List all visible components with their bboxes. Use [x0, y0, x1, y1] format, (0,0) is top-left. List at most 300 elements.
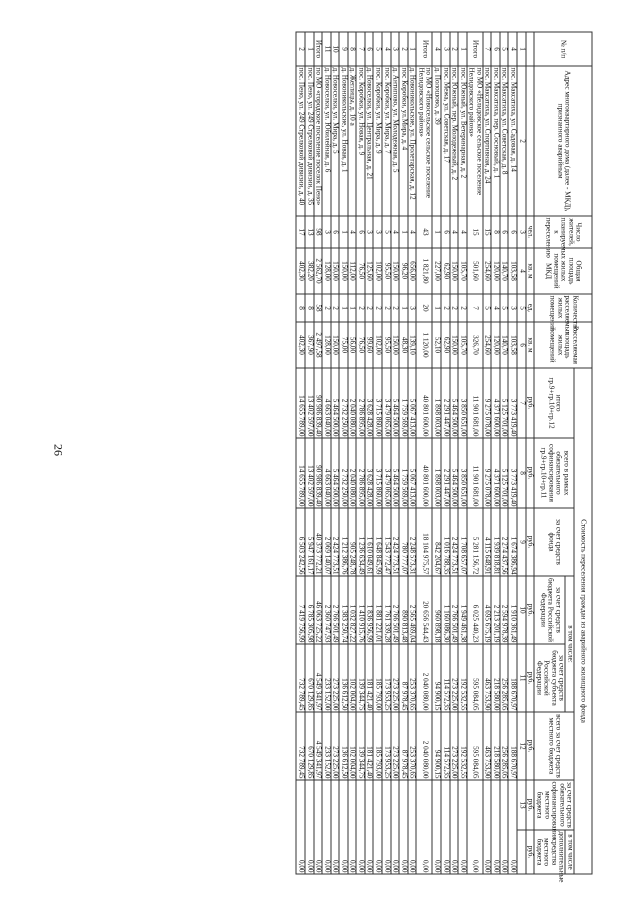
table-cell: 2 [450, 32, 459, 66]
table-cell: 188 670,97 [509, 712, 518, 780]
table-cell: 1 [348, 294, 357, 322]
table-cell: 0,00 [305, 780, 314, 874]
address-cell: по МО «Нелидовское сельское поселение Нелидовского района» [467, 66, 483, 216]
table-row [458, 32, 467, 874]
table-cell: 136 612,50 [339, 644, 348, 712]
table-cell: 15 [483, 216, 492, 248]
table-cell: 5 464 500,00 [391, 438, 400, 508]
table-cell: 4 549 341,97 [314, 644, 323, 712]
table-cell: 2 786 895,00 [356, 438, 365, 508]
address-cell: пос. Пено, ул. 249 Стрелковой дивизии, д. 40 [296, 66, 305, 216]
table-cell: 173 953,25 [382, 644, 391, 712]
table-cell: 273 225,00 [331, 712, 340, 780]
header-regional: за счет средств бюджета субъекта Российской Федерации [534, 644, 565, 712]
address-cell: д. Новоникольские, ул. Пролетарская, д. 12 [408, 66, 417, 216]
address-cell: пос. Южный, ул. Ветеринарная, д. 2 [458, 66, 467, 216]
table-cell: 1 [458, 32, 467, 66]
table-cell: 5 464 500,00 [450, 368, 459, 438]
table-cell: 3 479 065,00 [382, 438, 391, 508]
address-cell: пос Коробки, ул.Мира, д. 4 [399, 66, 408, 216]
table-cell: 4 663 040,00 [322, 438, 331, 508]
table-cell: 96,20 [399, 248, 408, 294]
table-cell: 402,30 [296, 322, 305, 368]
table-cell: 233 152,00 [322, 712, 331, 780]
table-cell: 0,00 [467, 780, 483, 874]
table-cell: 1 761 339,28 [382, 576, 391, 644]
table-row [391, 32, 400, 874]
table-cell: 4 663 040,00 [322, 368, 331, 438]
table-cell: 4 [458, 216, 467, 248]
table-cell: 6 [500, 216, 509, 248]
table-cell: 5 [382, 216, 391, 248]
table-cell: 8 [491, 216, 500, 248]
table-cell: 102 004,00 [348, 644, 357, 712]
table-cell: 114 572,35 [441, 712, 450, 780]
table-cell: 181 421,40 [365, 644, 374, 712]
table-cell: 3 628 428,00 [365, 438, 374, 508]
unit-cell: руб. [526, 830, 535, 874]
table-cell: 103,58 [509, 248, 518, 294]
address-cell: пос. Максатиха, ул. Спортивная, д. 24 [483, 66, 492, 216]
table-cell: 76,50 [356, 322, 365, 368]
table-cell: 0,00 [322, 780, 331, 874]
header-fund: за счет средств фонда [534, 508, 574, 576]
table-cell: 732 789,45 [296, 644, 305, 712]
table-row [331, 32, 340, 874]
table-cell: 2 040 080,00 [348, 368, 357, 438]
table-row [432, 32, 441, 874]
total-row [416, 32, 432, 874]
table-cell: 253 370,65 [408, 712, 417, 780]
column-number-cell: 6 [517, 322, 526, 368]
table-cell: 5 281 156,72 [467, 508, 483, 576]
table-cell: 253 370,65 [408, 644, 417, 712]
unit-cell: руб. [526, 576, 535, 644]
header-local-mandatory: за счет средств обязательного софинансирования местного бюджета [535, 781, 574, 840]
table-cell: 90 986 839,40 [314, 438, 323, 508]
unit-cell: кв. м [526, 322, 535, 368]
table-cell: 181 421,40 [365, 712, 374, 780]
table-cell: 46 063 725,22 [314, 576, 323, 644]
address-cell: д. Антипово, ул. Молодежная, д. 5 [391, 66, 400, 216]
table-cell: 2 069 140,07 [322, 508, 331, 576]
header-federal: за счет средств бюджета Российской Федерации [534, 576, 565, 644]
table-cell: 1 910 361,49 [509, 576, 518, 644]
table-cell: 62,90 [441, 322, 450, 368]
table-cell: 58 [314, 294, 323, 322]
column-number-cell: 9 [517, 508, 526, 576]
table-body [296, 32, 517, 874]
table-row [382, 32, 391, 874]
address-cell: пос. Максатиха, ул. Советская, д. 8 [500, 66, 509, 216]
table-cell: 273 225,00 [391, 644, 400, 712]
table-cell: 40 373 772,21 [314, 508, 323, 576]
unit-cell: руб. [526, 644, 535, 712]
table-cell: 18 104 975,57 [416, 508, 432, 576]
table-cell: 3 [365, 216, 374, 248]
table-row [322, 32, 331, 874]
table-cell: 114 572,35 [441, 644, 450, 712]
table-cell: 842 204,67 [432, 508, 441, 576]
table-cell: 273 225,00 [450, 644, 459, 712]
table-cell: 4 [391, 216, 400, 248]
table-cell: 2 424 773,51 [391, 508, 400, 576]
table-cell: 150,00 [339, 248, 348, 294]
table-cell: 218 580,00 [491, 644, 500, 712]
table-cell: 94 900,15 [432, 644, 441, 712]
table-cell: 1 160 086,30 [441, 576, 450, 644]
table-cell: 2 360 747,93 [322, 576, 331, 644]
column-number-cell: 1 [517, 32, 526, 66]
total-row [314, 32, 323, 874]
table-row [348, 32, 357, 874]
table-cell: 2 [365, 294, 374, 322]
table-cell: 2 497,58 [314, 322, 323, 368]
table-cell: 0,00 [296, 780, 305, 874]
header-units-count: Количество расселяемых жилых помещений [534, 294, 592, 322]
table-cell: 5 464 500,00 [331, 438, 340, 508]
table-cell: 14 655 789,00 [296, 438, 305, 508]
resettlement-table [296, 32, 593, 883]
header-mandatory-total: всего в рамках обязательного софинансирования гр.9+гр.10+гр.11 [534, 438, 574, 508]
table-cell: 382,20 [305, 248, 314, 294]
table-cell: 6 [509, 216, 518, 248]
table-cell: 4 [348, 216, 357, 248]
table-cell: 227,00 [432, 248, 441, 294]
table-cell: 5 464 500,00 [450, 438, 459, 508]
table-cell: 14 655 789,00 [296, 368, 305, 438]
table-cell: 1 610 049,61 [365, 508, 374, 576]
table-cell: 4 [382, 32, 391, 66]
unit-cell: руб. [526, 368, 535, 438]
table-cell: 20 656 544,43 [416, 576, 432, 644]
table-cell: 1 949 461,38 [458, 576, 467, 644]
table-cell: 0,00 [314, 780, 323, 874]
table-cell: 103,58 [509, 322, 518, 368]
table-cell: 256 285,05 [500, 712, 509, 780]
header-address: Адрес многоквартирного дома (далее - МКД), признанного аварийным [534, 66, 592, 216]
table-cell: 0,00 [458, 780, 467, 874]
table-cell: 2 766 501,49 [331, 576, 340, 644]
table-cell: 9 275 078,00 [483, 368, 492, 438]
table-cell: 2 291 447,00 [441, 368, 450, 438]
table-cell: 1 [339, 294, 348, 322]
table-row [365, 32, 374, 874]
table-row [450, 32, 459, 874]
unit-cell: руб. [526, 780, 535, 830]
table-cell: 1 212 386,76 [339, 508, 348, 576]
document-sheet [48, 32, 593, 883]
table-cell: 0,00 [339, 780, 348, 874]
table-cell: 3 [441, 32, 450, 66]
address-cell: пос. Межа, ул. Советская, д. 17 [441, 66, 450, 216]
unit-cell: чел. [526, 216, 535, 248]
total-row [467, 32, 483, 874]
table-cell: 105,70 [458, 322, 467, 368]
table-cell: 1 [432, 294, 441, 322]
table-cell: 87 978,45 [399, 644, 408, 712]
table-cell: 1 674 386,94 [509, 508, 518, 576]
table-cell: 1 [432, 216, 441, 248]
table-cell: 52,10 [432, 322, 441, 368]
table-cell: 6 025 440,23 [467, 576, 483, 644]
table-cell: 0,00 [399, 780, 408, 874]
table-cell: 501,60 [467, 248, 483, 294]
table-cell: 3 [391, 32, 400, 66]
table-row [408, 32, 417, 874]
table-cell: 3 [374, 216, 383, 248]
column-number-cell: 5 [517, 294, 526, 322]
table-cell: 6 785 305,98 [305, 576, 314, 644]
table-cell: 3 715 860,00 [374, 368, 383, 438]
table-cell: 0,00 [382, 780, 391, 874]
table-cell: 150,00 [391, 248, 400, 294]
table-cell: 139 344,75 [356, 712, 365, 780]
table-cell: 192 532,55 [458, 644, 467, 712]
address-cell: д. Жеглицы, д. 10 а [348, 66, 357, 216]
table-row [483, 32, 492, 874]
address-cell: пос. Коробки, ул. Мира, д. 9 [374, 66, 383, 216]
address-cell: пос. Южный, пер. Молодежный, д. 2 [450, 66, 459, 216]
table-cell: 5 125 701,00 [500, 438, 509, 508]
header-cost-group: Стоимость переселения граждан из аварийного жилищного фонда [574, 368, 592, 874]
table-cell: 254,60 [483, 248, 492, 294]
table-cell: 173 953,25 [382, 712, 391, 780]
unit-cell: ед. [526, 294, 535, 322]
table-cell: 150,00 [391, 322, 400, 368]
column-number-cell: 11 [517, 644, 526, 712]
table-cell: 11 901 681,00 [467, 438, 483, 508]
table-cell: 7 [356, 32, 365, 66]
table-cell: 10 [331, 32, 340, 66]
table-cell: 0,00 [374, 780, 383, 874]
table-cell: 90 986 839,40 [314, 368, 323, 438]
table-cell: 102,00 [374, 322, 383, 368]
header-incl2: в том числе [565, 830, 574, 874]
table-cell: 48,30 [399, 322, 408, 368]
table-cell: 1 [408, 32, 417, 66]
column-number-cell [517, 830, 526, 874]
table-cell: 1 898 003,00 [432, 368, 441, 438]
table-cell: 0,00 [500, 780, 509, 874]
table-cell: 4 [491, 294, 500, 322]
table-cell: 2 786 895,00 [356, 368, 365, 438]
table-cell: 463 753,90 [483, 644, 492, 712]
table-cell: 2 766 501,49 [391, 576, 400, 644]
header-total-area: Общая площадь жилых помещений МКД [534, 248, 592, 294]
header-residents: Число жителей, планируемых к переселению [534, 216, 592, 248]
table-cell: 43 [416, 216, 432, 248]
table-cell: 7 419 756,99 [296, 576, 305, 644]
table-cell: 960 898,18 [432, 576, 441, 644]
table-cell: 2 424 773,51 [331, 508, 340, 576]
address-cell: д. Новоселки, ул. Мира, д. 5 [331, 66, 340, 216]
table-cell: 595 084,05 [467, 644, 483, 712]
table-cell: 4 371 600,00 [491, 438, 500, 508]
table-cell: 15 [467, 216, 483, 248]
column-number-cell: 8 [517, 438, 526, 508]
column-number-cell: 2 [517, 66, 526, 216]
table-cell: 2 040 080,00 [416, 644, 432, 712]
table-cell: 1 [305, 32, 314, 66]
table-cell: 1 836 956,99 [365, 576, 374, 644]
table-cell: 6 [331, 216, 340, 248]
table-cell: 2 [458, 294, 467, 322]
units-row [526, 32, 535, 874]
address-cell: д. Новоселки, ул. Юбилейная, д. 6 [322, 66, 331, 216]
table-cell: 2 562,70 [314, 248, 323, 294]
table-cell: 2 040 080,00 [416, 712, 432, 780]
table-cell: 4 371 600,00 [491, 368, 500, 438]
table-cell: 99,60 [365, 322, 374, 368]
table-cell: 1 [339, 216, 348, 248]
table-cell: 732 789,45 [296, 712, 305, 780]
address-cell: д. Новоселки, ул. Центральная, д. 21 [365, 66, 374, 216]
table-cell: 2 [356, 294, 365, 322]
table-cell: 218 580,00 [491, 712, 500, 780]
table-cell: 0,00 [441, 780, 450, 874]
table-cell: 1 939 818,81 [491, 508, 500, 576]
table-cell: 139,10 [408, 322, 417, 368]
table-cell: 1 410 915,76 [356, 576, 365, 644]
table-cell: 185 793,00 [374, 644, 383, 712]
table-cell: 595 084,05 [467, 712, 483, 780]
table-cell: 0,00 [416, 780, 432, 874]
table-cell: 2 [450, 294, 459, 322]
table-cell: 102,00 [374, 248, 383, 294]
header-number: № п/п [534, 32, 592, 66]
table-cell: 2 732 250,00 [339, 438, 348, 508]
column-number-cell: 13 [517, 780, 526, 830]
table-row [500, 32, 509, 874]
table-cell: 5 947 161,17 [305, 508, 314, 576]
table-cell: 140,70 [500, 322, 509, 368]
table-row [374, 32, 383, 874]
table-cell: 95,50 [382, 248, 391, 294]
table-cell: 3 850 651,00 [458, 438, 467, 508]
table-cell: 98 [314, 216, 323, 248]
column-number-cell: 12 [517, 712, 526, 780]
table-cell: 13 402 597,00 [305, 438, 314, 508]
address-cell: д. Полошово, д. 39 [432, 66, 441, 216]
table-cell: 2 248 573,31 [408, 508, 417, 576]
table-cell: 0,00 [509, 780, 518, 874]
unit-cell [526, 66, 535, 216]
table-cell: 3 773 419,40 [509, 368, 518, 438]
table-cell: 2 [296, 32, 305, 66]
table-cell: 273 225,00 [391, 712, 400, 780]
table-cell: 128,00 [322, 248, 331, 294]
table-cell: 150,00 [331, 322, 340, 368]
table-cell: 6 [441, 216, 450, 248]
table-cell: 4 [450, 216, 459, 248]
table-cell: 5 [483, 294, 492, 322]
table-cell: 125,60 [365, 248, 374, 294]
table-cell: 3 628 428,00 [365, 368, 374, 438]
table-cell: 1 016 788,35 [441, 508, 450, 576]
table-cell: 136 612,50 [339, 712, 348, 780]
column-number-cell: 10 [517, 576, 526, 644]
unit-cell [526, 32, 535, 66]
table-cell: 6 [491, 32, 500, 66]
address-cell: пос. Коробки, ул. Новая, д. 9 [356, 66, 365, 216]
table-cell: 112,00 [348, 248, 357, 294]
table-cell: 0,00 [483, 780, 492, 874]
table-cell: 185 793,00 [374, 712, 383, 780]
table-cell: 2 [399, 32, 408, 66]
table-cell: 1 708 657,07 [458, 508, 467, 576]
table-cell: 2 [331, 294, 340, 322]
column-number-cell: 4 [517, 248, 526, 294]
table-cell: 256 285,05 [500, 644, 509, 712]
table-cell: 4 115 648,91 [483, 508, 492, 576]
table-row [399, 32, 408, 874]
table-cell: 2 274 437,56 [500, 508, 509, 576]
table-cell: 1 032 827,22 [348, 576, 357, 644]
table-cell: 402,30 [296, 248, 305, 294]
table-cell: 2 291 447,00 [441, 438, 450, 508]
address-cell: пос. Коробки, ул. Мира, д. 7 [382, 66, 391, 216]
table-cell: Итого [416, 32, 432, 66]
table-cell: 3 850 651,00 [458, 368, 467, 438]
table-cell: 7 [467, 294, 483, 322]
table-cell: 9 275 078,00 [483, 438, 492, 508]
table-cell: 4 549 341,97 [314, 712, 323, 780]
table-cell: 3 773 419,40 [509, 438, 518, 508]
header-resettled-area: Расселяемая площадь жилых помещений [534, 322, 592, 368]
table-cell: 0,00 [491, 780, 500, 874]
table-cell: 120,00 [491, 248, 500, 294]
table-cell: 139 344,75 [356, 644, 365, 712]
table-cell: 780 777,07 [399, 508, 408, 576]
table-cell: 192 532,55 [458, 712, 467, 780]
table-cell: 3 [408, 294, 417, 322]
table-cell: 4 [408, 216, 417, 248]
column-number-cell: 7 [517, 368, 526, 438]
header-total-cost: итого гр.9+гр.10+гр.12 [534, 368, 574, 438]
unit-cell: руб. [526, 712, 535, 780]
table-cell: 5 067 413,00 [408, 438, 417, 508]
table-cell: 326,70 [467, 322, 483, 368]
address-cell: по МО «городское поселение поселок Пено» [314, 66, 323, 216]
table-cell: 233 152,00 [322, 644, 331, 712]
page-number: 26 [51, 444, 66, 456]
table-cell: 0,00 [348, 780, 357, 874]
table-cell: 2 732 250,00 [339, 368, 348, 438]
table-cell: 1 [399, 216, 408, 248]
table-cell: 463 753,90 [483, 712, 492, 780]
table-cell: 0,00 [432, 780, 441, 874]
table-row [296, 32, 305, 874]
table-cell: 2 565 469,04 [408, 576, 417, 644]
table-cell: 95,50 [382, 322, 391, 368]
table-cell: 40 801 600,00 [416, 368, 432, 438]
table-cell: 5 464 500,00 [331, 368, 340, 438]
table-cell: 5 [500, 32, 509, 66]
address-cell: д. Новоникольские, ул. Новая, д. 1 [339, 66, 348, 216]
table-cell: 0,00 [450, 780, 459, 874]
header-local-extra: дополнительные средства местного бюджета [535, 831, 566, 883]
table-cell: 105,70 [458, 248, 467, 294]
address-cell: пос. Максатиха, пер. Сосновый, д. 1 [491, 66, 500, 216]
table-cell: 150,00 [331, 248, 340, 294]
table-cell: 1 [399, 294, 408, 322]
table-cell: 94 900,15 [432, 712, 441, 780]
table-cell: 9 [339, 32, 348, 66]
table-cell: 2 [374, 294, 383, 322]
table-cell: 3 [509, 294, 518, 322]
table-cell: 1 648 845,99 [374, 508, 383, 576]
